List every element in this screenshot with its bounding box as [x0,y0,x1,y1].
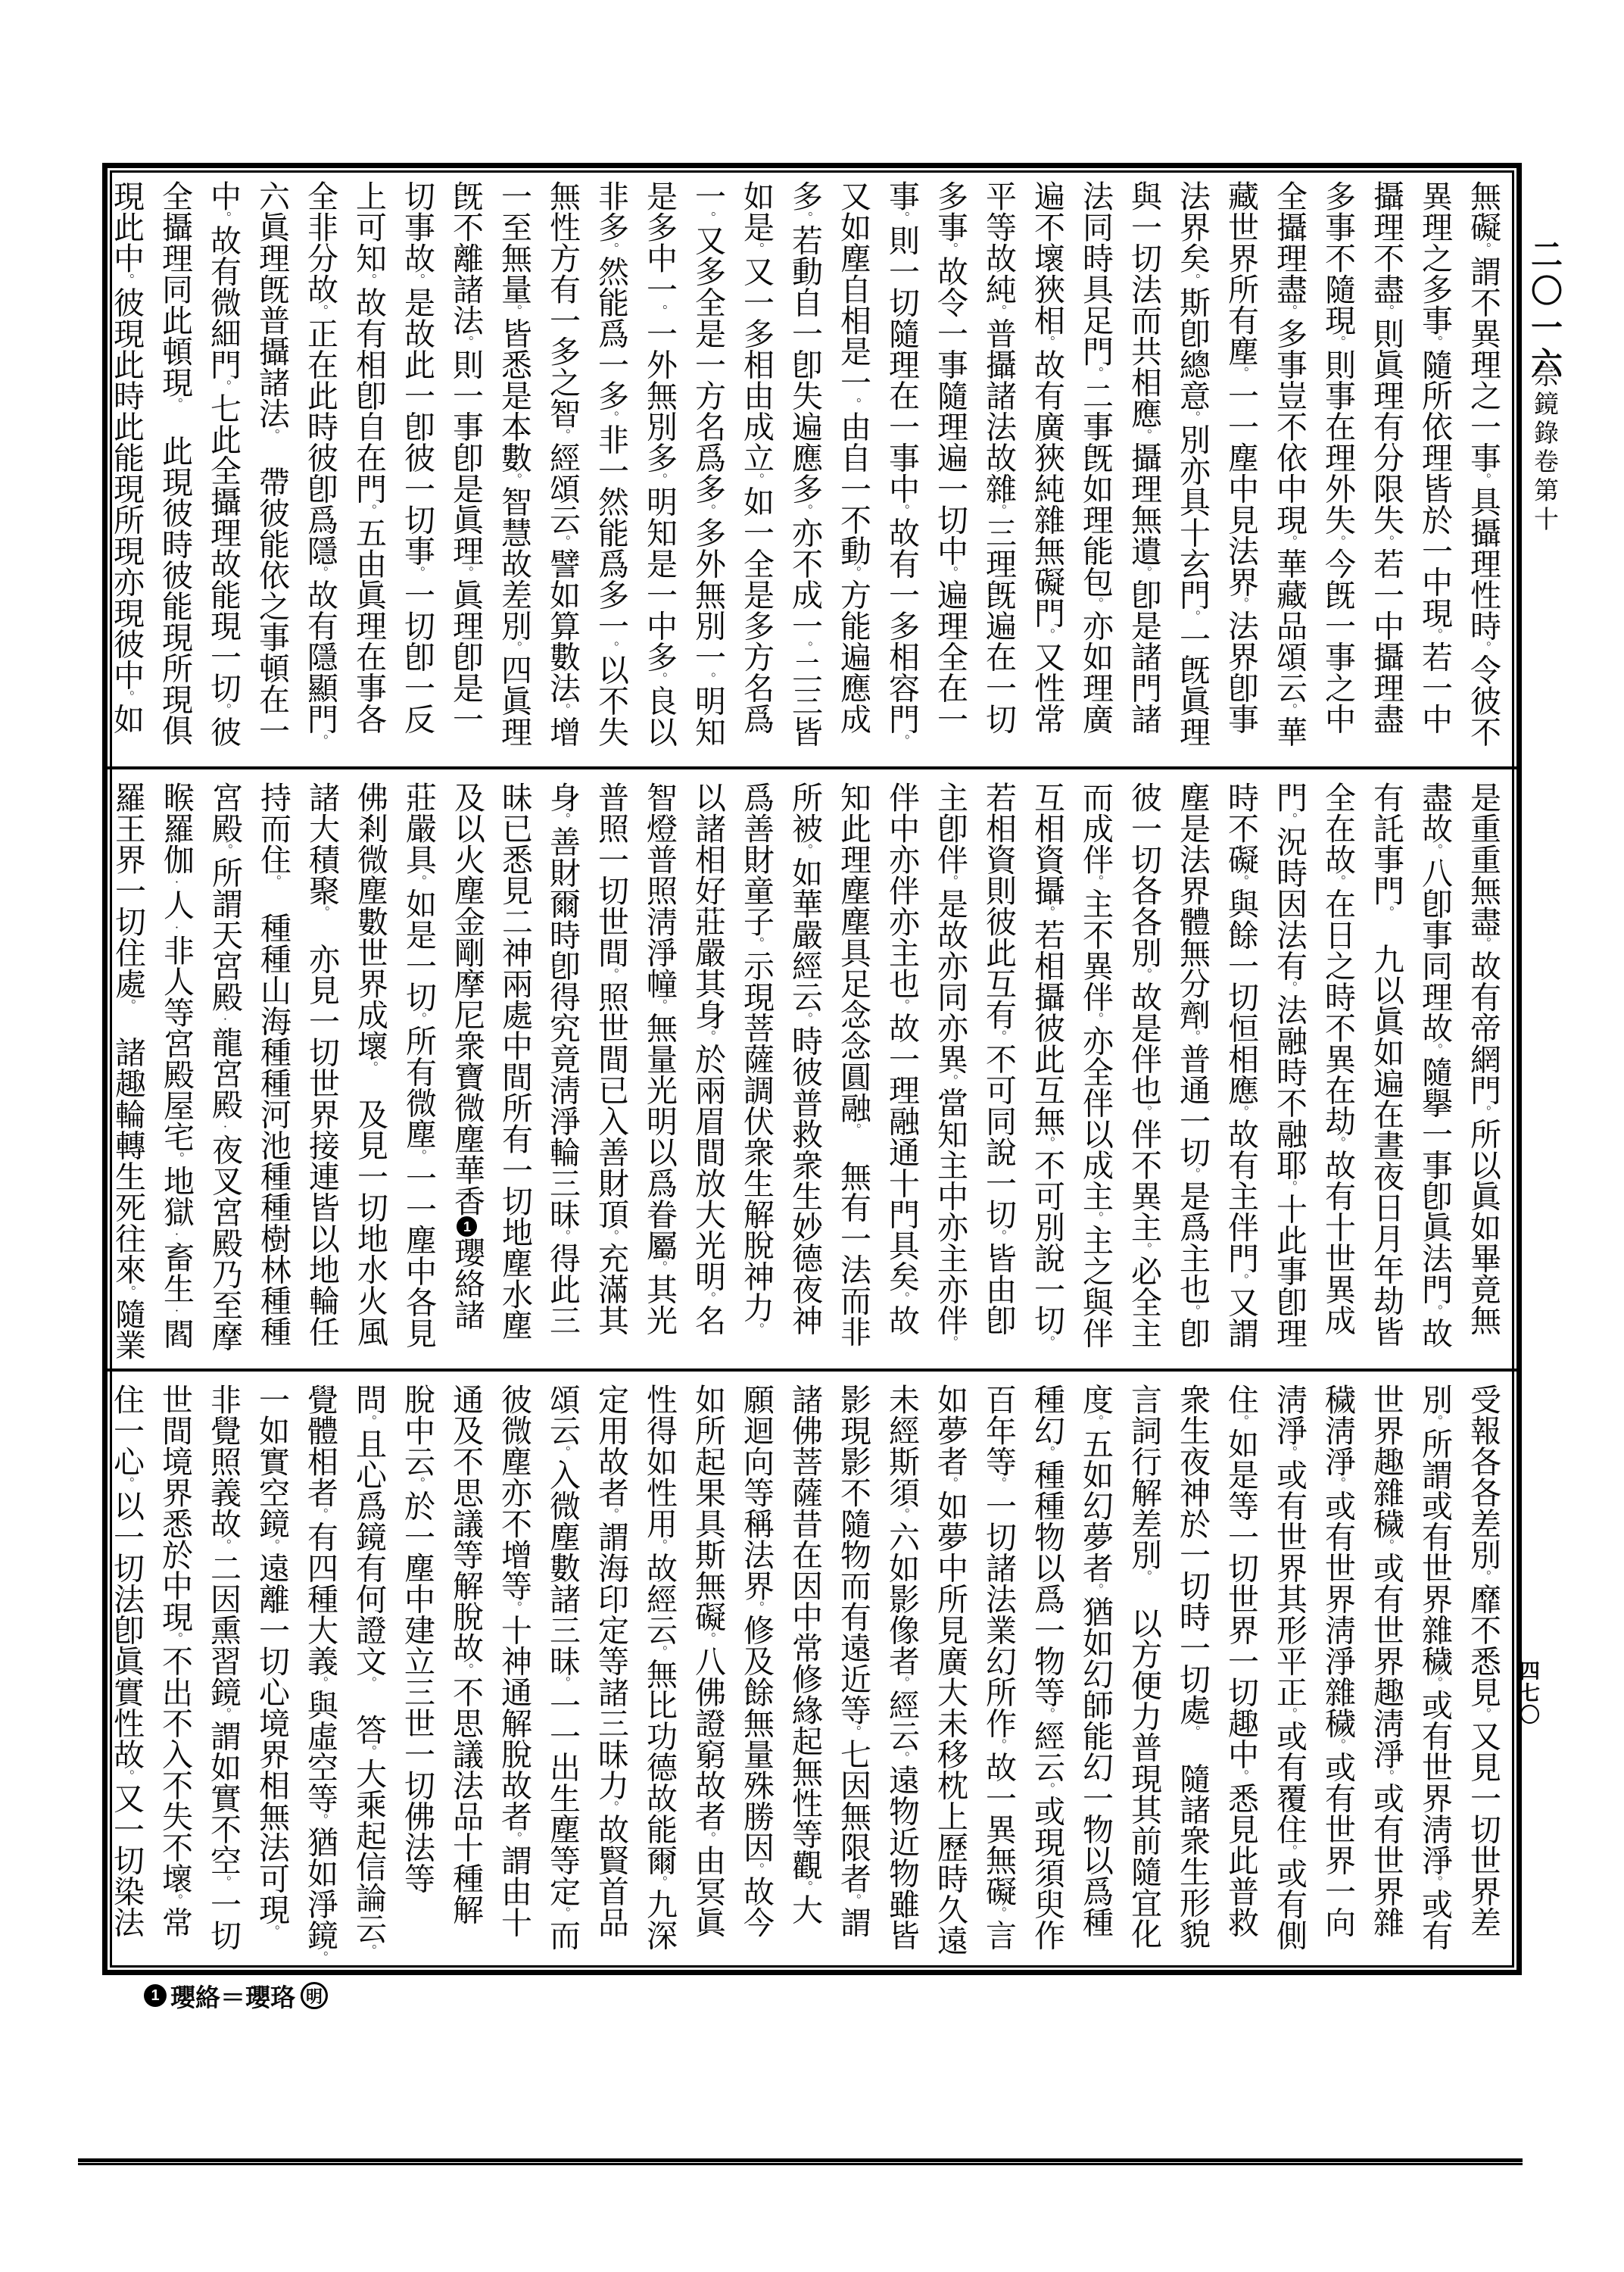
text-column: 世界趣雜穢。或有世界趣淸淨。或有世界雜 [1369,1383,1404,1938]
text-column: 與一切法而共相應。攝理無遺。卽是諸門諸 [1127,180,1161,735]
text-band-middle [108,766,1516,1368]
text-column: 世間境界悉於中現。不出不入不失不壞。常 [157,1383,192,1938]
text-column: 昧已悉見二神兩處中間所有一切地塵水塵 [497,782,532,1341]
text-column: 法同時具足門。二事旣如理能包。亦如理廣 [1078,180,1113,735]
footnote-text: 瓔絡＝瓔珞 [170,1984,295,2012]
text-column: 一至無量。皆悉是本數。智慧故差別。四眞理 [497,180,531,747]
inline-footnote-marker-icon: 1 [457,1216,477,1237]
text-column: 異理之多事。隨所依理皆於一中現。若一中 [1417,180,1452,735]
text-column: 願迴向等稱法界。修及餘無量殊勝因。故今 [739,1383,774,1938]
text-column: 而成伴。主不異伴。亦全伴以成主。主之與伴 [1078,782,1113,1349]
text-column: 六眞理旣普攝諸法。 帶彼能依之事頓在一 [254,180,289,746]
text-column: 非多。然能爲一多。非一然能爲多一。以不失 [594,180,628,747]
text-column: 事。則一切隨理在一事中。故有一多相容門。 [884,180,919,747]
text-column: 彼一切各各別。故是伴也。伴不異主。必全主 [1127,782,1161,1349]
footnote [144,1980,328,2011]
text-column: 多事不隨現。則事在理外失。今旣一事之中 [1320,180,1355,735]
text-column: 問。且心爲鏡有何證文。 答。大乘起信論云。 [351,1383,386,1957]
text-column: 脫中云。於一塵中建立三世一切佛法等 [400,1383,435,1893]
text-column: 穢淸淨。或有世界淸淨雜穢。或有世界一向 [1320,1383,1355,1938]
text-column: 是重重無盡。故有帝網門。所以眞如畢竟無 [1466,782,1501,1336]
text-column: 多事。故令一事隨理遍一切中。遍理全在一 [933,180,968,735]
text-column: 影現影不隨物而有遠近等。七因無限者。謂 [836,1383,871,1938]
text-column: 身。善財爾時卽得究竟淸淨輪三昧。得此三 [545,782,580,1336]
text-column: 度。五如幻夢者。猶如幻師能幻一物以爲種 [1078,1383,1113,1938]
text-column: 及以火塵金剛摩尼衆寶微塵華香1瓔絡諸 [450,782,485,1331]
text-column: 主卽伴。是故亦同亦異。當知主中亦主亦伴。 [933,782,968,1349]
text-column: 全攝理盡。多事豈不依中現。華藏品頌云。華 [1272,180,1307,747]
text-column: 宮殿。所謂天宮殿·龍宮殿·夜叉宮殿乃至摩 [207,782,242,1352]
text-column: 以諸相好莊嚴其身。於兩眉間放大光明。名 [690,782,725,1336]
text-column: 一。又多全是一方名爲多。多外無別一。明知 [690,180,725,747]
text-column: 諸大積聚。 亦見一切世界接連皆以地輪任 [304,782,339,1347]
text-column: 覺體相者。有四種大義。與虛空等。猶如淨鏡。 [303,1383,338,1964]
bottom-rule [78,2158,1523,2165]
edition-siglum-icon: 明 [301,1982,328,2009]
text-column: 頌云。入微塵數諸三昧。一一出生塵等定。而 [545,1383,580,1951]
text-column: 別。所謂或有世界雜穢。或有世界淸淨。或有 [1417,1383,1452,1951]
text-column: 是多中一。一外無別多。明知是一中多。良以 [642,180,677,747]
text-column: 淸淨。或有世界其形平正。或有覆住。或有側 [1272,1383,1307,1951]
text-column: 上可知。故有相卽自在門。五由眞理在事各 [351,180,386,735]
text-column: 普照一切世間。照世間已入善財頂。充滿其 [594,782,628,1336]
canon-number-label: 二〇一六 [1527,238,1563,383]
text-column: 切事故。是故此一卽彼一切事。一切卽一反 [400,180,435,735]
volume-title-label: 宗鏡錄卷第十 [1530,362,1557,535]
text-column: 多。若動自一卽失遍應多。亦不成一。二三皆 [787,180,822,747]
text-column: 中。故有微細門。七此全攝理故能現一切。彼 [206,180,241,747]
text-column: 睺羅伽·人·非人等宮殿屋宅。地獄·畜生·閻 [159,782,194,1350]
text-column: 性得如性用。故經云。無比功德故能爾。九深 [642,1383,677,1951]
text-column: 住一心。以一切法卽眞實性故。又一切染法 [109,1383,144,1938]
text-column: 百年等。一切諸法業幻所作。故一異無礙。言 [981,1383,1016,1951]
text-column: 定用故者。謂海印定等諸三昧力。故賢首品 [594,1383,628,1938]
text-column: 無性方有一多之智。經頌云。譬如算數法。增 [545,180,580,747]
text-column: 言詞行解差別。 以方便力普現其前隨宜化 [1127,1383,1161,1949]
folio-number-label: 四七〇 [1516,1660,1539,1726]
text-column: 受報各各差別。靡不悉見。又見一切世界差 [1466,1383,1501,1938]
text-column: 如夢者。如夢中所見廣大未移枕上歷時久遠 [933,1383,968,1955]
text-column: 住。如是等一切世界一切趣中。悉見此普救 [1223,1383,1258,1938]
text-column: 如所起果具斯無礙。八佛證窮故者。由冥眞 [690,1383,725,1938]
text-column: 諸佛菩薩昔在因中常修緣起無性等觀。大 [787,1383,822,1924]
text-column: 互相資攝。若相攝彼此互無。不可別說一切。 [1030,782,1064,1349]
text-column: 現此中。彼現此時此能現所現亦現彼中。如 [109,180,144,735]
text-column: 非覺照義故。二因熏習鏡。謂如實不空。一切 [206,1383,241,1951]
text-column: 時不礙。與餘一切恒相應。故有主伴門。又謂 [1223,782,1258,1349]
text-column: 平等故純。普攝諸法故雜。三理旣遍在一切 [981,180,1016,735]
text-column: 有託事門。 九以眞如遍在晝夜日月年劫皆 [1369,782,1404,1347]
text-column: 通及不思議等解脫故。不思議法品十種解 [448,1383,483,1924]
text-column: 塵是法界體無分劑。普通一切。是爲主也。卽 [1175,782,1210,1349]
text-column: 法界矣。斯卽總意。別亦具十玄門。一旣眞理 [1175,180,1210,747]
text-column: 佛剎微塵數世界成壞。 及見一切地水火風 [353,782,388,1347]
text-column: 若相資則彼此互有。不可同說一切。皆由卽 [981,782,1016,1336]
text-column: 智燈普照淸淨幢。無量光明以爲眷屬。其光 [642,782,677,1336]
text-column: 旣不離諸法。則一事卽是眞理。眞理卽是一 [448,180,483,735]
text-column: 伴中亦伴亦主也。故一理融通十門具矣。故 [884,782,919,1336]
text-column: 持而住。 種種山海種種河池種種樹林種種 [256,782,291,1347]
text-column: 一如實空鏡。遠離一切心境界相無法可現。 [254,1383,289,1938]
text-column: 無礙。謂不異理之一事。具攝理性時。令彼不 [1466,180,1501,747]
text-column: 全在故。在日之時不異在劫。故有十世異成 [1320,782,1355,1336]
text-column: 攝理不盡。則眞理有分限失。若一中攝理盡 [1369,180,1404,735]
text-column: 種幻。種種物以爲一物等。經云。或現須臾作 [1030,1383,1064,1951]
text-column: 知此理塵塵具足念念圓融。 無有一法而非 [836,782,871,1347]
text-column: 又如塵自相是一。由自一不動。方能遍應成 [836,180,871,735]
text-column: 羅王界一切住處。 諸趣輪轉生死往來。隨業 [111,782,145,1361]
text-column: 衆生夜神於一切時一切處。 隨諸衆生形貌 [1175,1383,1210,1949]
text-column: 爲善財童子。示現菩薩調伏衆生解脫神力。 [739,782,774,1336]
text-column: 彼微塵亦不增等。十神通解脫故者。謂由十 [497,1383,531,1938]
text-band-lower [108,1369,1516,1970]
text-column: 門。況時因法有。法融時不融耶。十此事卽理 [1272,782,1307,1349]
text-band-upper [108,168,1516,766]
text-column: 所被。如華嚴經云。時彼普救衆生妙德夜神 [787,782,822,1336]
text-column: 莊嚴具。如是一切。所有微塵。一一塵中各見 [401,782,436,1349]
text-column: 全攝理同此頓現。 此現彼時彼能現所現俱 [157,180,192,746]
text-column: 如是。又一多相由成立。如一全是多方名爲 [739,180,774,735]
text-column: 藏世界所有塵。一一塵中見法界。法界卽事 [1223,180,1258,735]
text-frame [102,163,1522,1975]
text-column: 遍不壞狹相。故有廣狹純雜無礙門。又性常 [1030,180,1064,735]
text-column: 未經斯須。六如影像者。經云。遠物近物雖皆 [884,1383,919,1951]
text-column: 盡故。八卽事同理故。隨擧一事卽眞法門。故 [1417,782,1452,1349]
text-column: 全非分故。正在此時彼卽爲隱。故有隱顯門。 [303,180,338,747]
footnote-marker-icon: 1 [144,1984,167,2007]
